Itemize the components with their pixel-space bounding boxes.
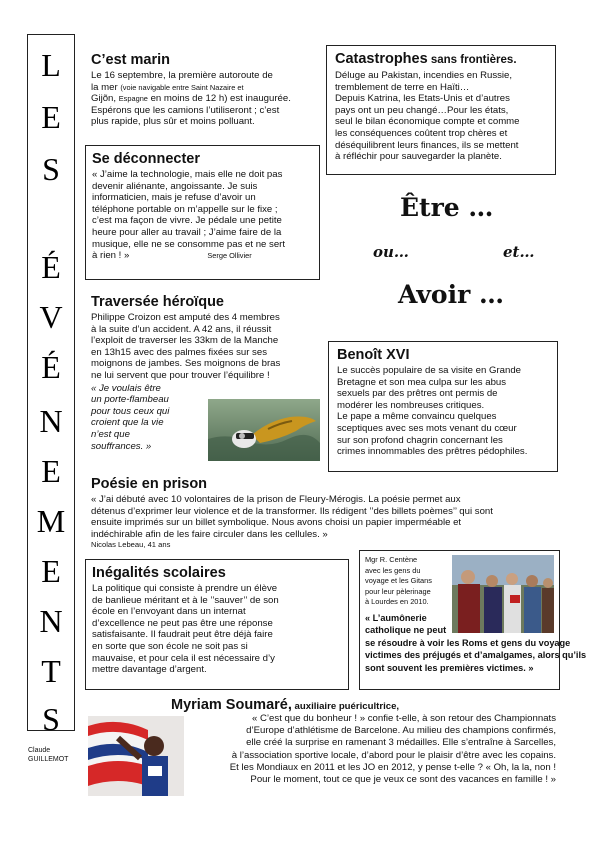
title-letter: E — [41, 453, 61, 489]
text-line: Le 16 septembre, la première autoroute de — [91, 70, 273, 81]
se-deconnecter-title: Se déconnecter — [92, 151, 200, 167]
author-last: GUILLEMOT — [28, 756, 69, 763]
text-line: pour leur pèlerinage — [365, 586, 431, 596]
text-line: de banlieue méritant et à le ’’sauver’’ de son — [92, 594, 279, 606]
text-line: détenus d’exprimer leur violence et de la transformer. Ils rédigent ’’des billets poèmes’’ qui sont — [91, 505, 493, 517]
text-line: musique, elle ne se consomme pas et ne sert — [92, 238, 286, 250]
article-cest-marin — [91, 52, 321, 128]
text-line: les conséquences coûtent trop chères et — [335, 127, 508, 139]
text-line: voyage et les Gitans — [365, 576, 432, 586]
text-line: Mgr R. Centène — [365, 555, 418, 564]
text-line: déséquilibrent leurs finances, ils se mettent — [335, 139, 519, 151]
text-line: crimes innommables des prêtres pédophiles. — [337, 446, 528, 458]
text-line: souffrances. » — [91, 440, 152, 452]
text-line: la mer — [91, 81, 121, 93]
text-line: « J’ai débuté avec 10 volontaires de la prison de Fleury-Mérogis. La poésie permet aux — [91, 494, 461, 505]
author-credit — [28, 746, 68, 764]
text-line: Gijõn, — [91, 93, 119, 105]
text-small: Espagne — [118, 94, 148, 104]
title-letter: E — [41, 99, 61, 135]
title-letter: É — [41, 249, 61, 285]
text-line: d’excellence ne peut pas être une réponse — [92, 617, 273, 629]
text-line: en sorte que son école ne soit pas si — [92, 640, 248, 652]
myriam-subtitle: auxiliaire puéricultrice, — [291, 701, 400, 712]
poesie-title: Poésie en prison — [91, 476, 208, 492]
text-line: informaticien, mais je refuse d’avoir un — [92, 192, 256, 204]
title-letter: S — [42, 151, 60, 187]
article-catastrophes — [326, 45, 556, 175]
title-letter: N — [39, 403, 63, 439]
title-letter: S — [42, 701, 60, 737]
poesie-signature: Nicolas Lebeau, 41 ans — [91, 540, 171, 550]
ou-heading: ou… — [373, 243, 409, 261]
myriam-paragraph — [184, 713, 556, 786]
text-line: elle créé la surprise en ramenant 3 médailles. Elle s’entraîne à Sarcelles, — [246, 737, 556, 749]
title-letter: L — [41, 47, 61, 83]
text-line: Déluge au Pakistan, incendies en Russie, — [335, 70, 513, 81]
etre-heading: Être … — [400, 193, 494, 222]
text-line: mettre davantage d’argent. — [92, 664, 207, 676]
vertical-title-box — [27, 34, 75, 737]
poesie-text — [91, 494, 561, 540]
text-line: « Je voulais être — [91, 382, 161, 394]
catastrophes-title-rest: sans frontières. — [427, 54, 517, 66]
title-letter: V — [39, 299, 63, 335]
text-line: « L’aumônerie — [365, 613, 427, 623]
text-line: n’est que — [91, 428, 130, 440]
text-small: (voie navigable entre Saint Nazaire et — [120, 82, 244, 92]
swimmer-photo — [208, 399, 320, 461]
text-line: « C’est que du bonheur ! » confie t-elle, à son retour des Championnats — [252, 713, 556, 724]
se-deconnecter-text — [92, 169, 319, 262]
text-line: Depuis Katrina, les Etats-Unis et d’autres — [335, 93, 510, 105]
text-line: seul le bilan économique compte et comme — [335, 116, 520, 128]
catastrophes-title — [335, 51, 555, 69]
article-benoit — [328, 341, 558, 472]
text-line: mauvaise, et pour cela il est nécessaire d’y — [92, 652, 275, 664]
cest-marin-text — [91, 70, 321, 128]
text-line: satisfaisante. Il faudrait peut être déjà faire — [92, 629, 273, 641]
text-line: La politique qui consiste à prendre un élève — [92, 583, 278, 594]
text-line: ne lui servent que pour trouver l’équilibre ! — [91, 369, 270, 381]
title-letter: É — [41, 349, 61, 385]
text-line: à réfléchir pour sauvegarder la planète. — [335, 151, 502, 163]
text-line: Philippe Croizon est amputé des 4 membres — [91, 312, 280, 323]
text-line: moignons de jambes. Ses moignons de bras — [91, 358, 281, 370]
text-line: plus rapide, plus sûr et moins polluant. — [91, 116, 255, 128]
catastrophes-title-main: Catastrophes — [335, 51, 428, 67]
article-poesie — [91, 476, 561, 549]
text-line: à la suite d’un accident. A 42 ans, il réussit — [91, 323, 272, 335]
text-line: en 13h15 avec des palmes fixées sur ses — [91, 346, 267, 358]
benoit-title: Benoît XVI — [337, 347, 410, 363]
inegalites-text — [92, 583, 348, 676]
text-line: avec les gens du — [365, 565, 421, 575]
text-line: Le pape a même convaincu quelques — [337, 411, 497, 423]
myriam-title: Myriam Soumaré, — [171, 697, 292, 713]
centene-caption — [365, 555, 432, 608]
text-line: catholique ne peut — [365, 625, 447, 636]
text-line: « J’aime la technologie, mais elle ne doit pas — [92, 169, 283, 180]
text-line: pays ont un peu changé…Pour les états, — [335, 104, 509, 116]
se-deconnecter-signature: Serge Ollivier — [207, 251, 252, 261]
text-line: heure pour aller au travail ; J’aime faire de la — [92, 226, 282, 238]
benoit-text — [337, 365, 557, 458]
text-line: Le succès populaire de sa visite en Grande — [337, 365, 521, 376]
text-line: l’exploit de traverser les 33km de la Manche — [91, 335, 279, 347]
text-line: à Lourdes en 2010. — [365, 597, 429, 607]
myriam-text — [184, 713, 556, 786]
text-line: sexuels par des prêtres ont permis de — [337, 388, 498, 400]
traversee-text — [91, 312, 331, 382]
text-line: ensuite imprimés sur un billet symbolique. Nous avons choisi un papier imperméable et — [91, 517, 462, 529]
title-letter: M — [36, 503, 66, 539]
myriam-heading — [171, 696, 399, 714]
text-line: sont souvent les premières victimes. » — [365, 662, 534, 673]
title-letter: E — [41, 553, 61, 589]
text-line: c’est ma façon de vivre. Je pédale une petite — [92, 215, 282, 227]
text-line: pour tous ceux qui — [91, 405, 170, 417]
traversee-title: Traversée héroïque — [91, 294, 224, 310]
text-line: sceptiques avec ses mots venant du cœur — [337, 422, 517, 434]
text-line: se résoudre à voir les Roms et gens du voyage — [365, 637, 571, 648]
text-line: Et les Mondiaux en 2011 et les JO en 2012, y pense t-elle ? « Oh, la la, non ! — [229, 761, 556, 773]
text-line: devenir aliénante, angoissante. Je suis — [92, 180, 258, 192]
text-line: d’Europe d’athlétisme de Barcelone. Au milieu des champions confirmés, — [246, 725, 556, 737]
text-line: indéchirable afin de les faire circuler dans les cellules. » — [91, 528, 328, 540]
et-heading: et… — [503, 243, 535, 261]
text-line: modérer les nombreuses critiques. — [337, 399, 485, 411]
text-line: école en l’envoyant dans un internat — [92, 606, 246, 618]
title-letter: N — [39, 603, 63, 639]
text-line: téléphone portable on m’appelle sur le fixe ; — [92, 203, 278, 215]
author-first: Claude — [28, 747, 51, 754]
text-line: croient que la vie — [91, 417, 164, 429]
text-line: Bretagne et son mea culpa sur les abus — [337, 376, 507, 388]
text-line: un porte-flambeau — [91, 394, 169, 406]
text-line: Espérons que les camions l’utiliseront ; c’est — [91, 104, 280, 116]
text-line: à l’association sportive locale, d’abord pour le plaisir d’être avec les copains. — [231, 749, 556, 761]
text-line: victimes des préjugés et d’amalgames, alors qu’ils — [365, 650, 587, 661]
article-inegalites — [85, 559, 349, 690]
athlete-photo — [88, 716, 184, 796]
article-se-deconnecter — [85, 145, 320, 280]
cest-marin-title: C’est marin — [91, 52, 170, 68]
text-line: en moins de 12 h) est inaugurée. — [147, 93, 291, 105]
article-centene — [359, 550, 587, 690]
catastrophes-text — [335, 70, 555, 163]
text-line: Pour le moment, tout ce que je veux ce sont des vacances en famille ! » — [250, 774, 556, 786]
text-line: tremblement de terre en Haïti… — [335, 81, 470, 93]
text-line: sur son profond chagrin concernant les — [337, 434, 503, 446]
centene-quote — [365, 612, 586, 674]
inegalites-title: Inégalités scolaires — [92, 565, 226, 581]
title-letter: T — [41, 653, 61, 689]
avoir-heading: Avoir … — [398, 280, 504, 309]
text-line: à rien ! » — [92, 250, 130, 262]
